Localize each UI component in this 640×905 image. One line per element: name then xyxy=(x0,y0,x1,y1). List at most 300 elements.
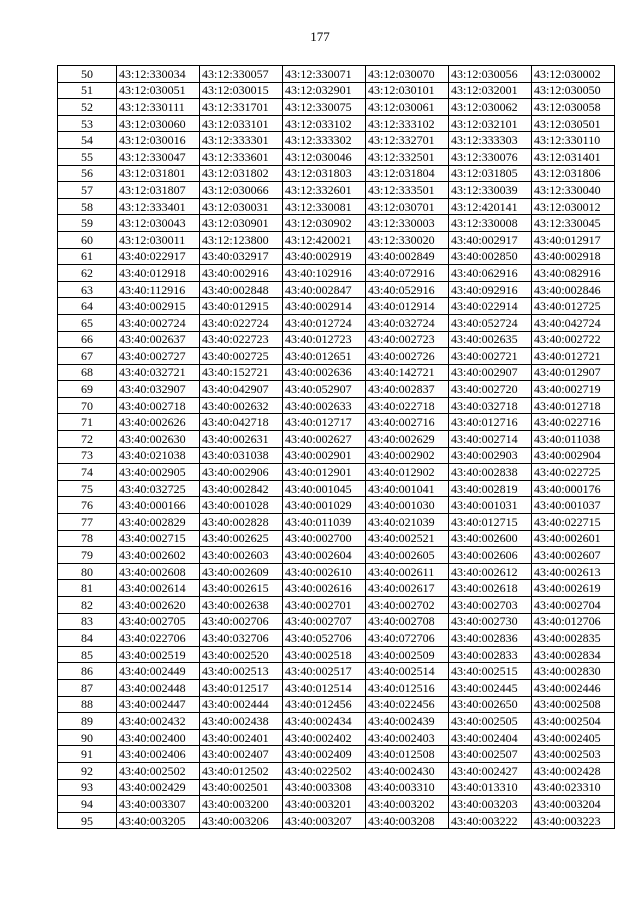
cadastral-number-cell: 43:12:332601 xyxy=(283,182,366,199)
cadastral-number-cell: 43:40:002846 xyxy=(532,281,615,298)
cadastral-number-cell: 43:40:002700 xyxy=(283,530,366,547)
table-row xyxy=(58,66,615,83)
cadastral-number-cell: 43:40:002906 xyxy=(200,464,283,481)
table-row xyxy=(58,314,615,331)
cadastral-number-cell: 43:40:002409 xyxy=(283,746,366,763)
row-number-cell: 86 xyxy=(58,663,117,680)
cadastral-number-cell: 43:40:002915 xyxy=(117,298,200,315)
cadastral-number-cell: 43:40:012718 xyxy=(532,397,615,414)
cadastral-number-cell: 43:40:012901 xyxy=(283,464,366,481)
table-row xyxy=(58,580,615,597)
cadastral-number-cell: 43:40:002615 xyxy=(200,580,283,597)
cadastral-number-cell: 43:40:002849 xyxy=(366,248,449,265)
cadastral-number-cell: 43:40:012715 xyxy=(449,514,532,531)
cadastral-number-cell: 43:40:011039 xyxy=(283,514,366,531)
row-number-cell: 54 xyxy=(58,132,117,149)
cadastral-number-cell: 43:40:002635 xyxy=(449,331,532,348)
cadastral-number-cell: 43:40:142721 xyxy=(366,364,449,381)
cadastral-number-cell: 43:12:030046 xyxy=(283,148,366,165)
cadastral-number-cell: 43:40:002503 xyxy=(532,746,615,763)
cadastral-number-cell: 43:40:002716 xyxy=(366,414,449,431)
cadastral-number-cell: 43:40:031038 xyxy=(200,447,283,464)
row-number-cell: 53 xyxy=(58,115,117,132)
cadastral-number-cell: 43:40:072916 xyxy=(366,265,449,282)
row-number-cell: 89 xyxy=(58,713,117,730)
cadastral-number-cell: 43:12:333501 xyxy=(366,182,449,199)
cadastral-number-cell: 43:40:032718 xyxy=(449,397,532,414)
cadastral-number-cell: 43:40:002517 xyxy=(283,663,366,680)
cadastral-number-cell: 43:12:030101 xyxy=(366,82,449,99)
cadastral-number-cell: 43:40:001041 xyxy=(366,480,449,497)
row-number-cell: 77 xyxy=(58,514,117,531)
cadastral-number-cell: 43:40:002448 xyxy=(117,679,200,696)
table-row xyxy=(58,215,615,232)
cadastral-number-cell: 43:40:002501 xyxy=(200,779,283,796)
row-number-cell: 64 xyxy=(58,298,117,315)
table-row xyxy=(58,99,615,116)
cadastral-number-cell: 43:40:012517 xyxy=(200,679,283,696)
row-number-cell: 60 xyxy=(58,231,117,248)
cadastral-number-cell: 43:12:333301 xyxy=(200,132,283,149)
cadastral-number-cell: 43:12:031804 xyxy=(366,165,449,182)
cadastral-number-cell: 43:40:012917 xyxy=(532,231,615,248)
cadastral-number-cell: 43:12:030011 xyxy=(117,231,200,248)
page-number: 177 xyxy=(310,29,330,44)
cadastral-number-cell: 43:40:002837 xyxy=(366,381,449,398)
cadastral-number-cell: 43:40:002901 xyxy=(283,447,366,464)
cadastral-number-cell: 43:40:002722 xyxy=(532,331,615,348)
cadastral-number-cell: 43:12:031801 xyxy=(117,165,200,182)
cadastral-number-cell: 43:40:022725 xyxy=(532,464,615,481)
cadastral-number-cell: 43:12:030901 xyxy=(200,215,283,232)
cadastral-number-cell: 43:40:012651 xyxy=(283,348,366,365)
cadastral-number-cell: 43:40:002600 xyxy=(449,530,532,547)
cadastral-number-cell: 43:40:003222 xyxy=(449,812,532,829)
cadastral-number-cell: 43:40:012725 xyxy=(532,298,615,315)
cadastral-number-cell: 43:12:030031 xyxy=(200,198,283,215)
row-number-cell: 80 xyxy=(58,563,117,580)
cadastral-number-cell: 43:12:330047 xyxy=(117,148,200,165)
cadastral-number-cell: 43:12:123800 xyxy=(200,231,283,248)
row-number-cell: 51 xyxy=(58,82,117,99)
cadastral-number-cell: 43:12:030062 xyxy=(449,99,532,116)
cadastral-number-cell: 43:40:112916 xyxy=(117,281,200,298)
table-row xyxy=(58,630,615,647)
cadastral-number-cell: 43:40:001045 xyxy=(283,480,366,497)
table-row xyxy=(58,281,615,298)
table-row xyxy=(58,746,615,763)
cadastral-number-cell: 43:40:002514 xyxy=(366,663,449,680)
table-row xyxy=(58,646,615,663)
row-number-cell: 92 xyxy=(58,762,117,779)
cadastral-number-cell: 43:40:002707 xyxy=(283,613,366,630)
cadastral-number-cell: 43:40:001029 xyxy=(283,497,366,514)
cadastral-number-cell: 43:40:002445 xyxy=(449,679,532,696)
cadastral-number-cell: 43:40:003206 xyxy=(200,812,283,829)
table-row xyxy=(58,115,615,132)
cadastral-number-cell: 43:12:030061 xyxy=(366,99,449,116)
cadastral-number-cell: 43:40:002705 xyxy=(117,613,200,630)
cadastral-number-cell: 43:40:022456 xyxy=(366,696,449,713)
row-number-cell: 70 xyxy=(58,397,117,414)
cadastral-number-cell: 43:40:003208 xyxy=(366,812,449,829)
row-number-cell: 94 xyxy=(58,796,117,813)
cadastral-number-cell: 43:12:333601 xyxy=(200,148,283,165)
cadastral-number-cell: 43:12:030051 xyxy=(117,82,200,99)
cadastral-number-cell: 43:40:002508 xyxy=(532,696,615,713)
cadastral-number-cell: 43:40:002834 xyxy=(532,646,615,663)
cadastral-number-cell: 43:40:002720 xyxy=(449,381,532,398)
row-number-cell: 74 xyxy=(58,464,117,481)
cadastral-number-cell: 43:12:330057 xyxy=(200,66,283,83)
cadastral-number-cell: 43:12:033102 xyxy=(283,115,366,132)
table-row xyxy=(58,198,615,215)
cadastral-number-cell: 43:12:333401 xyxy=(117,198,200,215)
table-row xyxy=(58,514,615,531)
cadastral-number-cell: 43:40:002701 xyxy=(283,597,366,614)
cadastral-number-cell: 43:40:002611 xyxy=(366,563,449,580)
cadastral-number-cell: 43:40:012456 xyxy=(283,696,366,713)
cadastral-number-cell: 43:40:013310 xyxy=(449,779,532,796)
cadastral-number-cell: 43:40:003201 xyxy=(283,796,366,813)
cadastral-number-cell: 43:12:330040 xyxy=(532,182,615,199)
cadastral-number-cell: 43:40:042718 xyxy=(200,414,283,431)
cadastral-number-cell: 43:40:012918 xyxy=(117,265,200,282)
cadastral-number-cell: 43:40:003308 xyxy=(283,779,366,796)
cadastral-number-cell: 43:12:030016 xyxy=(117,132,200,149)
cadastral-number-cell: 43:12:330003 xyxy=(366,215,449,232)
cadastral-number-cell: 43:40:002819 xyxy=(449,480,532,497)
cadastral-number-cell: 43:40:012502 xyxy=(200,762,283,779)
cadastral-number-cell: 43:40:002627 xyxy=(283,431,366,448)
cadastral-number-cell: 43:40:012721 xyxy=(532,348,615,365)
cadastral-number-cell: 43:40:002902 xyxy=(366,447,449,464)
table-row xyxy=(58,663,615,680)
cadastral-number-cell: 43:40:022723 xyxy=(200,331,283,348)
cadastral-number-cell: 43:12:333302 xyxy=(283,132,366,149)
row-number-cell: 91 xyxy=(58,746,117,763)
cadastral-number-cell: 43:40:002617 xyxy=(366,580,449,597)
row-number-cell: 73 xyxy=(58,447,117,464)
cadastral-number-cell: 43:40:002706 xyxy=(200,613,283,630)
row-number-cell: 95 xyxy=(58,812,117,829)
cadastral-number-cell: 43:40:002903 xyxy=(449,447,532,464)
cadastral-number-cell: 43:12:330020 xyxy=(366,231,449,248)
cadastral-number-cell: 43:12:330045 xyxy=(532,215,615,232)
table-row xyxy=(58,348,615,365)
table-row xyxy=(58,414,615,431)
cadastral-number-cell: 43:40:002610 xyxy=(283,563,366,580)
cadastral-number-cell: 43:40:002721 xyxy=(449,348,532,365)
table-row xyxy=(58,762,615,779)
cadastral-number-cell: 43:40:012514 xyxy=(283,679,366,696)
cadastral-number-cell: 43:12:031401 xyxy=(532,148,615,165)
row-number-cell: 85 xyxy=(58,646,117,663)
cadastral-number-cell: 43:40:002446 xyxy=(532,679,615,696)
cadastral-number-cell: 43:40:002608 xyxy=(117,563,200,580)
cadastral-number-cell: 43:40:002429 xyxy=(117,779,200,796)
cadastral-number-cell: 43:40:002613 xyxy=(532,563,615,580)
row-number-cell: 87 xyxy=(58,679,117,696)
table-row xyxy=(58,381,615,398)
cadastral-number-cell: 43:40:002703 xyxy=(449,597,532,614)
cadastral-number-cell: 43:40:002904 xyxy=(532,447,615,464)
cadastral-number-cell: 43:12:030066 xyxy=(200,182,283,199)
cadastral-number-cell: 43:40:002842 xyxy=(200,480,283,497)
table-row xyxy=(58,497,615,514)
cadastral-number-cell: 43:40:002638 xyxy=(200,597,283,614)
cadastral-number-cell: 43:12:031803 xyxy=(283,165,366,182)
cadastral-number-cell: 43:40:022914 xyxy=(449,298,532,315)
cadastral-number-cell: 43:12:033101 xyxy=(200,115,283,132)
cadastral-number-cell: 43:40:002614 xyxy=(117,580,200,597)
cadastral-number-cell: 43:40:012516 xyxy=(366,679,449,696)
cadastral-number-cell: 43:12:030701 xyxy=(366,198,449,215)
cadastral-number-cell: 43:12:330111 xyxy=(117,99,200,116)
cadastral-number-cell: 43:12:330110 xyxy=(532,132,615,149)
cadastral-number-cell: 43:40:002432 xyxy=(117,713,200,730)
cadastral-number-cell: 43:12:330081 xyxy=(283,198,366,215)
cadastral-number-cell: 43:40:012716 xyxy=(449,414,532,431)
table-row xyxy=(58,713,615,730)
cadastral-number-cell: 43:40:042724 xyxy=(532,314,615,331)
cadastral-number-cell: 43:40:002620 xyxy=(117,597,200,614)
cadastral-number-cell: 43:40:012915 xyxy=(200,298,283,315)
cadastral-number-cell: 43:40:003307 xyxy=(117,796,200,813)
table-row xyxy=(58,796,615,813)
cadastral-number-cell: 43:40:002505 xyxy=(449,713,532,730)
cadastral-number-cell: 43:40:002521 xyxy=(366,530,449,547)
cadastral-number-cell: 43:40:022917 xyxy=(117,248,200,265)
cadastral-number-cell: 43:40:002447 xyxy=(117,696,200,713)
cadastral-number-cell: 43:40:002428 xyxy=(532,762,615,779)
cadastral-number-cell: 43:12:030060 xyxy=(117,115,200,132)
table-row xyxy=(58,298,615,315)
cadastral-number-cell: 43:40:002631 xyxy=(200,431,283,448)
cadastral-number-cell: 43:12:030056 xyxy=(449,66,532,83)
cadastral-number-cell: 43:40:002513 xyxy=(200,663,283,680)
cadastral-number-cell: 43:40:002636 xyxy=(283,364,366,381)
cadastral-number-cell: 43:40:000166 xyxy=(117,497,200,514)
cadastral-number-cell: 43:40:022724 xyxy=(200,314,283,331)
cadastral-number-cell: 43:40:152721 xyxy=(200,364,283,381)
cadastral-number-cell: 43:40:082916 xyxy=(532,265,615,282)
row-number-cell: 84 xyxy=(58,630,117,647)
cadastral-number-cell: 43:40:002637 xyxy=(117,331,200,348)
cadastral-number-cell: 43:40:002833 xyxy=(449,646,532,663)
table-row xyxy=(58,447,615,464)
cadastral-number-cell: 43:40:003202 xyxy=(366,796,449,813)
cadastral-number-cell: 43:40:032706 xyxy=(200,630,283,647)
cadastral-number-cell: 43:12:030043 xyxy=(117,215,200,232)
row-number-cell: 52 xyxy=(58,99,117,116)
cadastral-number-cell: 43:40:002405 xyxy=(532,729,615,746)
cadastral-number-cell: 43:12:030015 xyxy=(200,82,283,99)
cadastral-number-cell: 43:40:052706 xyxy=(283,630,366,647)
row-number-cell: 58 xyxy=(58,198,117,215)
cadastral-number-cell: 43:40:022502 xyxy=(283,762,366,779)
cadastral-number-cell: 43:40:002916 xyxy=(200,265,283,282)
cadastral-number-cell: 43:40:042907 xyxy=(200,381,283,398)
row-number-cell: 65 xyxy=(58,314,117,331)
cadastral-number-cell: 43:40:012706 xyxy=(532,613,615,630)
cadastral-number-cell: 43:40:003205 xyxy=(117,812,200,829)
table-row xyxy=(58,431,615,448)
row-number-cell: 79 xyxy=(58,547,117,564)
row-number-cell: 50 xyxy=(58,66,117,83)
cadastral-number-cell: 43:40:032907 xyxy=(117,381,200,398)
cadastral-number-cell: 43:40:002619 xyxy=(532,580,615,597)
table-row xyxy=(58,148,615,165)
cadastral-number-cell: 43:40:022718 xyxy=(366,397,449,414)
row-number-cell: 72 xyxy=(58,431,117,448)
cadastral-number-cell: 43:40:002850 xyxy=(449,248,532,265)
cadastral-number-cell: 43:40:012724 xyxy=(283,314,366,331)
cadastral-number-table xyxy=(57,65,615,829)
cadastral-number-cell: 43:12:031802 xyxy=(200,165,283,182)
table-row xyxy=(58,182,615,199)
cadastral-number-cell: 43:12:330076 xyxy=(449,148,532,165)
cadastral-number-cell: 43:40:021039 xyxy=(366,514,449,531)
cadastral-number-cell: 43:40:022715 xyxy=(532,514,615,531)
cadastral-number-cell: 43:40:002650 xyxy=(449,696,532,713)
table-row xyxy=(58,82,615,99)
cadastral-number-cell: 43:40:032917 xyxy=(200,248,283,265)
cadastral-number-cell: 43:12:330075 xyxy=(283,99,366,116)
cadastral-number-cell: 43:40:023310 xyxy=(532,779,615,796)
cadastral-number-cell: 43:12:420021 xyxy=(283,231,366,248)
cadastral-number-cell: 43:40:003207 xyxy=(283,812,366,829)
cadastral-number-cell: 43:40:002632 xyxy=(200,397,283,414)
row-number-cell: 88 xyxy=(58,696,117,713)
cadastral-number-cell: 43:40:002724 xyxy=(117,314,200,331)
cadastral-number-cell: 43:40:002708 xyxy=(366,613,449,630)
table-row xyxy=(58,265,615,282)
cadastral-number-cell: 43:40:002905 xyxy=(117,464,200,481)
table-body xyxy=(58,66,615,829)
cadastral-number-cell: 43:40:002616 xyxy=(283,580,366,597)
cadastral-number-cell: 43:40:002828 xyxy=(200,514,283,531)
table-row xyxy=(58,696,615,713)
table-row xyxy=(58,480,615,497)
row-number-cell: 62 xyxy=(58,265,117,282)
table-row xyxy=(58,812,615,829)
cadastral-number-cell: 43:40:002829 xyxy=(117,514,200,531)
cadastral-number-cell: 43:40:002407 xyxy=(200,746,283,763)
cadastral-number-cell: 43:40:002618 xyxy=(449,580,532,597)
cadastral-number-cell: 43:40:052907 xyxy=(283,381,366,398)
cadastral-number-cell: 43:40:072706 xyxy=(366,630,449,647)
cadastral-number-cell: 43:40:002434 xyxy=(283,713,366,730)
cadastral-number-cell: 43:40:012717 xyxy=(283,414,366,431)
row-number-cell: 59 xyxy=(58,215,117,232)
cadastral-number-cell: 43:40:002402 xyxy=(283,729,366,746)
row-number-cell: 82 xyxy=(58,597,117,614)
cadastral-number-cell: 43:40:002907 xyxy=(449,364,532,381)
cadastral-number-cell: 43:40:002502 xyxy=(117,762,200,779)
table-row xyxy=(58,397,615,414)
cadastral-number-cell: 43:40:002914 xyxy=(283,298,366,315)
cadastral-number-cell: 43:40:002604 xyxy=(283,547,366,564)
cadastral-number-cell: 43:12:030070 xyxy=(366,66,449,83)
cadastral-number-cell: 43:40:002719 xyxy=(532,381,615,398)
cadastral-number-cell: 43:12:031807 xyxy=(117,182,200,199)
cadastral-number-cell: 43:40:002605 xyxy=(366,547,449,564)
row-number-cell: 78 xyxy=(58,530,117,547)
cadastral-number-cell: 43:40:002518 xyxy=(283,646,366,663)
cadastral-number-cell: 43:12:032901 xyxy=(283,82,366,99)
cadastral-number-cell: 43:40:003204 xyxy=(532,796,615,813)
cadastral-number-cell: 43:40:001031 xyxy=(449,497,532,514)
cadastral-number-cell: 43:40:011038 xyxy=(532,431,615,448)
cadastral-number-cell: 43:12:030501 xyxy=(532,115,615,132)
cadastral-number-cell: 43:12:331701 xyxy=(200,99,283,116)
cadastral-number-cell: 43:40:001037 xyxy=(532,497,615,514)
cadastral-number-cell: 43:12:332501 xyxy=(366,148,449,165)
cadastral-number-cell: 43:40:002726 xyxy=(366,348,449,365)
cadastral-number-cell: 43:40:002723 xyxy=(366,331,449,348)
cadastral-number-cell: 43:40:012723 xyxy=(283,331,366,348)
table-row xyxy=(58,464,615,481)
cadastral-number-cell: 43:12:333303 xyxy=(449,132,532,149)
cadastral-number-cell: 43:12:330008 xyxy=(449,215,532,232)
row-number-cell: 93 xyxy=(58,779,117,796)
cadastral-number-cell: 43:40:001030 xyxy=(366,497,449,514)
table-row xyxy=(58,231,615,248)
cadastral-number-cell: 43:40:002725 xyxy=(200,348,283,365)
cadastral-number-cell: 43:40:002400 xyxy=(117,729,200,746)
cadastral-number-cell: 43:40:002919 xyxy=(283,248,366,265)
cadastral-number-cell: 43:12:030002 xyxy=(532,66,615,83)
row-number-cell: 56 xyxy=(58,165,117,182)
cadastral-number-cell: 43:40:021038 xyxy=(117,447,200,464)
table-row xyxy=(58,563,615,580)
cadastral-number-cell: 43:40:012902 xyxy=(366,464,449,481)
cadastral-number-cell: 43:40:002830 xyxy=(532,663,615,680)
row-number-cell: 81 xyxy=(58,580,117,597)
cadastral-number-cell: 43:40:003203 xyxy=(449,796,532,813)
cadastral-number-cell: 43:40:002848 xyxy=(200,281,283,298)
table-row xyxy=(58,364,615,381)
cadastral-number-cell: 43:40:003310 xyxy=(366,779,449,796)
cadastral-number-cell: 43:12:420141 xyxy=(449,198,532,215)
cadastral-number-cell: 43:40:002439 xyxy=(366,713,449,730)
cadastral-number-cell: 43:12:332701 xyxy=(366,132,449,149)
cadastral-number-cell: 43:40:003223 xyxy=(532,812,615,829)
cadastral-number-cell: 43:40:002520 xyxy=(200,646,283,663)
cadastral-number-cell: 43:40:092916 xyxy=(449,281,532,298)
cadastral-number-cell: 43:40:002917 xyxy=(449,231,532,248)
cadastral-number-cell: 43:40:002404 xyxy=(449,729,532,746)
row-number-cell: 61 xyxy=(58,248,117,265)
cadastral-number-cell: 43:12:330071 xyxy=(283,66,366,83)
cadastral-number-cell: 43:40:022716 xyxy=(532,414,615,431)
cadastral-number-cell: 43:40:001028 xyxy=(200,497,283,514)
row-number-cell: 67 xyxy=(58,348,117,365)
cadastral-number-cell: 43:40:002606 xyxy=(449,547,532,564)
row-number-cell: 63 xyxy=(58,281,117,298)
cadastral-number-cell: 43:12:030058 xyxy=(532,99,615,116)
cadastral-number-cell: 43:40:002602 xyxy=(117,547,200,564)
cadastral-number-cell: 43:40:002704 xyxy=(532,597,615,614)
cadastral-number-cell: 43:40:002630 xyxy=(117,431,200,448)
cadastral-number-cell: 43:40:052724 xyxy=(449,314,532,331)
cadastral-number-cell: 43:12:333102 xyxy=(366,115,449,132)
table-row xyxy=(58,597,615,614)
cadastral-number-cell: 43:40:002715 xyxy=(117,530,200,547)
cadastral-number-cell: 43:40:002836 xyxy=(449,630,532,647)
cadastral-number-cell: 43:40:002504 xyxy=(532,713,615,730)
